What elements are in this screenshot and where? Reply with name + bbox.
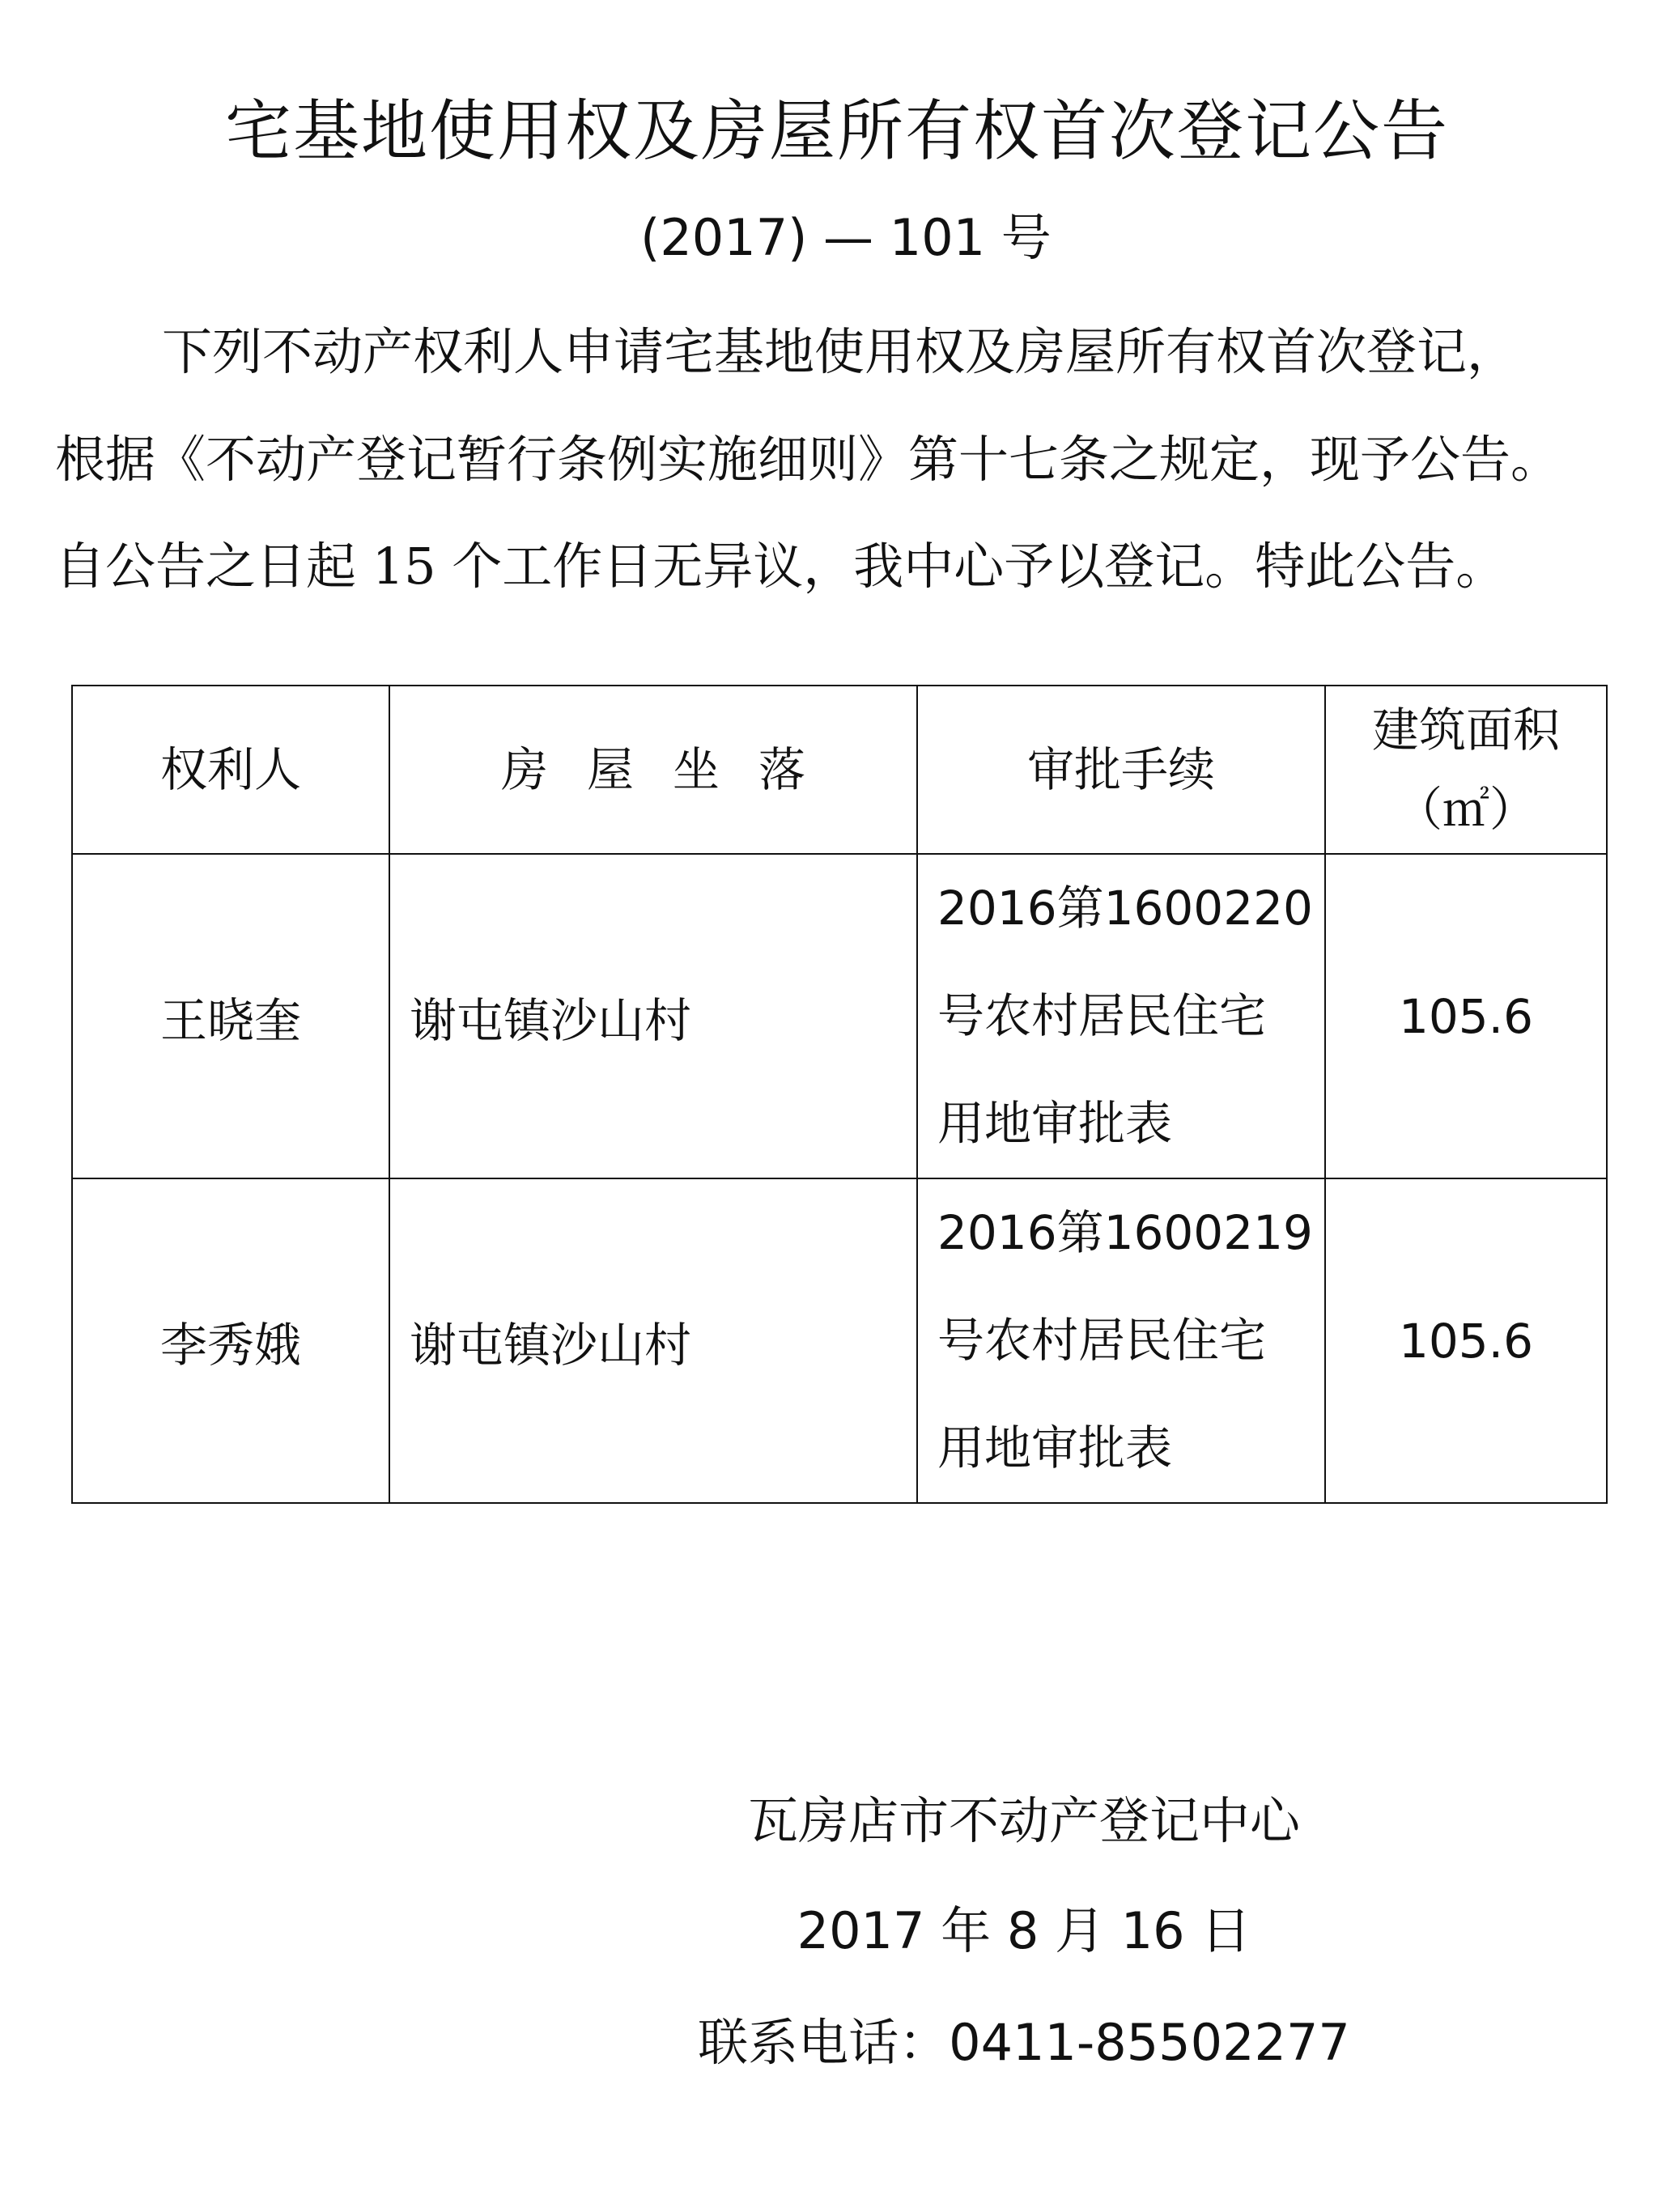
registration-table	[71, 685, 1608, 1504]
header-owner: 权利人	[72, 686, 389, 854]
cell-area: 105.6	[1325, 1178, 1607, 1503]
approval-line-3: 用地审批表	[937, 1420, 1173, 1475]
notice-number: (2017) — 101 号	[640, 208, 1052, 267]
header-approval: 审批手续	[917, 686, 1325, 854]
approval-line-1: 2016第1600219	[937, 1205, 1313, 1260]
header-area	[1325, 686, 1607, 854]
intro-line-1: 下列不动产权利人申请宅基地使用权及房屋所有权首次登记，	[162, 322, 1518, 381]
header-area-unit: （㎡）	[1395, 782, 1536, 837]
header-area-label: 建筑面积	[1371, 703, 1560, 758]
approval-line-2: 号农村居民住宅	[937, 988, 1267, 1043]
approval-line-1: 2016第1600220	[937, 881, 1313, 936]
issue-date: 2017 年 8 月 16 日	[797, 1901, 1251, 1960]
intro-line-3: 自公告之日起 15 个工作日无异议，我中心予以登记。特此公告。	[55, 537, 1506, 596]
intro-line-2: 根据《不动产登记暂行条例实施细则》第十七条之规定，现予公告。	[55, 430, 1561, 489]
table-row	[72, 854, 1607, 1178]
cell-area: 105.6	[1325, 854, 1607, 1178]
header-location	[389, 686, 917, 854]
cell-location: 谢屯镇沙山村	[389, 854, 917, 1178]
approval-line-3: 用地审批表	[937, 1096, 1173, 1151]
approval-line-2: 号农村居民住宅	[937, 1313, 1267, 1368]
table-row	[72, 1178, 1607, 1503]
cell-approval	[917, 854, 1325, 1178]
contact-phone: 联系电话：0411-85502277	[698, 2013, 1350, 2072]
issuing-organization: 瓦房店市不动产登记中心	[747, 1791, 1300, 1850]
cell-location: 谢屯镇沙山村	[389, 1178, 917, 1503]
table-header-row	[72, 686, 1607, 854]
header-location-label: 房屋坐落	[500, 742, 844, 797]
notice-title: 宅基地使用权及房屋所有权首次登记公告	[224, 93, 1449, 170]
cell-owner: 王晓奎	[72, 854, 389, 1178]
cell-approval	[917, 1178, 1325, 1503]
cell-owner: 李秀娥	[72, 1178, 389, 1503]
